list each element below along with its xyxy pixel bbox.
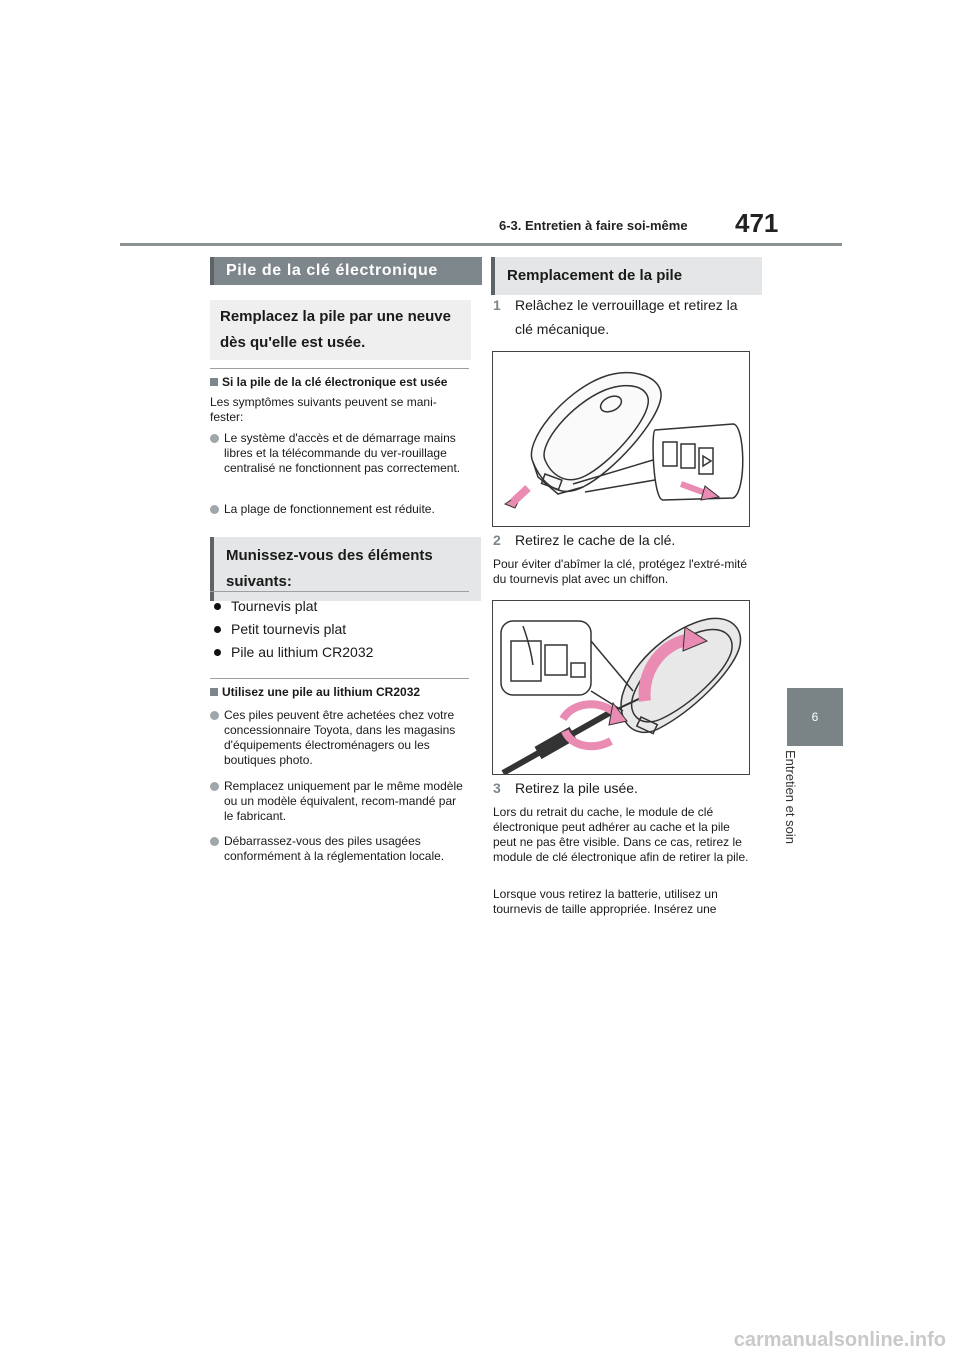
step-3: 3 Retirez la pile usée. [493, 780, 638, 796]
list-item: Débarrassez-vous des piles usagées conformément à la réglementation locale. [210, 834, 470, 866]
step-3-paragraph-1: Lors du retrait du cache, le module de clé électronique peut adhérer au cache et la pile peut ne pas être visible. Dans ce cas, retirez le module de clé électronique afin de retirer la pile. [493, 805, 749, 864]
step-3-paragraph-2: Lorsque vous retirez la batterie, utilisez un tournevis de taille appropriée. Insérez une [493, 887, 718, 916]
key-fob-illustration [493, 352, 749, 526]
list-item: Remplacez uniquement par le même modèle ou un modèle équivalent, recom-mandé par le fabricant. [210, 779, 470, 827]
bullet-dot-icon [210, 711, 219, 720]
divider [210, 368, 469, 369]
header-rule [120, 243, 842, 246]
figure-remove-mechanical-key [492, 351, 750, 527]
list-item: La plage de fonctionnement est réduite. [210, 502, 470, 520]
note-intro: Les symptômes suivants peuvent se mani-fester: [210, 395, 437, 424]
list-item: Le système d'accès et de démarrage mains libres et la télécommande du ver-rouillage centralisé ne fonctionnent pas correctement. [210, 431, 470, 495]
note-title-weak-battery: Si la pile de la clé électronique est usée [210, 375, 447, 389]
step-2: 2 Retirez le cache de la clé. [493, 532, 676, 548]
bullet-dot-icon [210, 434, 219, 443]
bullet-dot-icon [210, 837, 219, 846]
note-title-cr2032: Utilisez une pile au lithium CR2032 [210, 685, 420, 699]
chapter-number: 6 [811, 710, 819, 724]
step-1: 1 Relâchez le verrouillage et retirez la clé mécanique. [493, 297, 738, 337]
section-title-replacement: Remplacement de la pile [491, 257, 762, 295]
bullet-dot-icon [214, 603, 221, 610]
divider [210, 591, 469, 592]
section-title-battery: Pile de la clé électronique [210, 257, 482, 285]
section-subtitle-replace: Remplacez la pile par une neuve dès qu'elle est usée. [210, 300, 471, 360]
screwdriver-illustration [493, 601, 749, 774]
bullet-dot-icon [214, 626, 221, 633]
section-title-items-needed: Munissez-vous des éléments suivants: [210, 537, 481, 601]
section-breadcrumb: 6-3. Entretien à faire soi-même [499, 218, 688, 233]
chapter-title: Entretien et soin [783, 750, 798, 844]
figure-remove-key-cover [492, 600, 750, 775]
square-bullet-icon [210, 378, 218, 386]
page-number: 471 [735, 208, 779, 238]
bullet-dot-icon [210, 505, 219, 514]
list-item: Ces piles peuvent être achetées chez votre concessionnaire Toyota, dans les magasins d'équipements électroménagers ou les boutiques photo. [210, 708, 470, 772]
bullet-dot-icon [210, 782, 219, 791]
bullet-dot-icon [214, 649, 221, 656]
watermark: carmanualsonline.info [733, 1329, 946, 1351]
square-bullet-icon [210, 688, 218, 696]
divider [210, 678, 469, 679]
step-2-note: Pour éviter d'abîmer la clé, protégez l'extré-mité du tournevis plat avec un chiffon. [493, 557, 748, 586]
